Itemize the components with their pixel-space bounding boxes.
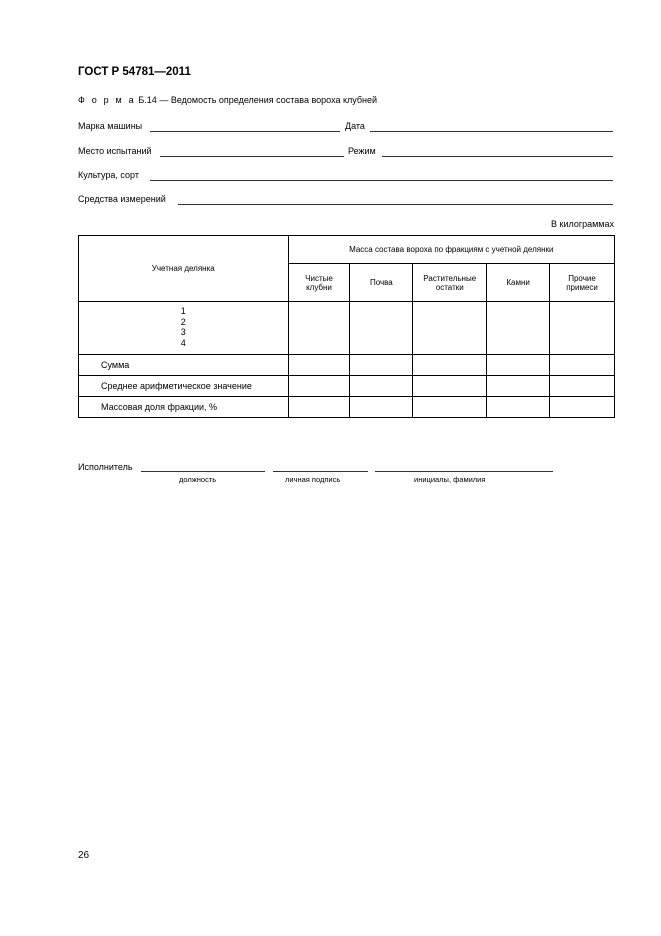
data-cell[interactable] xyxy=(350,397,413,418)
fractions-table xyxy=(78,235,615,418)
mode-line[interactable] xyxy=(382,156,613,157)
plot-number: 2 xyxy=(180,316,186,327)
crop-variety-label: Культура, сорт xyxy=(78,170,139,180)
signature-line[interactable] xyxy=(273,471,368,472)
measurement-tools-label: Средства измерений xyxy=(78,194,166,204)
form-title xyxy=(78,95,377,105)
plot-header: Учетная делянка xyxy=(79,236,289,302)
group-header: Масса состава вороха по фракциям с учетной делянки xyxy=(288,236,614,264)
initials-caption: инициалы, фамилия xyxy=(414,475,486,484)
row-mean-label: Среднее арифметическое значение xyxy=(79,376,289,397)
data-cell[interactable] xyxy=(550,397,615,418)
plot-number: 4 xyxy=(180,337,186,348)
machine-brand-line[interactable] xyxy=(150,131,340,132)
position-line[interactable] xyxy=(141,471,265,472)
data-cell[interactable] xyxy=(350,355,413,376)
col-clean-tubers: Чистые клубни xyxy=(288,264,350,302)
data-cell[interactable] xyxy=(487,355,550,376)
data-cell[interactable] xyxy=(413,376,487,397)
date-line[interactable] xyxy=(370,131,613,132)
data-cell[interactable] xyxy=(288,397,350,418)
data-cell[interactable] xyxy=(487,376,550,397)
col-soil: Почва xyxy=(350,264,413,302)
data-cell[interactable] xyxy=(350,302,413,355)
data-cell[interactable] xyxy=(487,302,550,355)
form-title-text: — Ведомость определения состава вороха клубней xyxy=(159,95,378,105)
data-cell[interactable] xyxy=(413,355,487,376)
position-caption: должность xyxy=(179,475,217,484)
page-number: 26 xyxy=(78,850,90,861)
form-number: Б.14 xyxy=(138,95,157,105)
mode-label: Режим xyxy=(348,146,376,156)
test-place-label: Место испытаний xyxy=(78,146,152,156)
data-cell[interactable] xyxy=(288,302,350,355)
data-cell[interactable] xyxy=(413,397,487,418)
signature-caption: личная подпись xyxy=(285,475,341,484)
form-prefix: Ф о р м а xyxy=(78,95,136,105)
data-cell[interactable] xyxy=(550,355,615,376)
col-other-impurities: Прочие примеси xyxy=(550,264,615,302)
data-cell[interactable] xyxy=(288,376,350,397)
col-stones: Камни xyxy=(487,264,550,302)
table-row xyxy=(79,397,615,418)
row-sum-label: Сумма xyxy=(79,355,289,376)
plot-number: 3 xyxy=(180,327,186,337)
table-row xyxy=(79,302,615,355)
data-cell[interactable] xyxy=(550,376,615,397)
document-header: ГОСТ Р 54781—2011 xyxy=(78,66,191,78)
executor-label: Исполнитель xyxy=(78,462,133,472)
plot-numbers-cell xyxy=(79,302,289,355)
data-cell[interactable] xyxy=(288,355,350,376)
date-label: Дата xyxy=(345,121,365,131)
data-cell[interactable] xyxy=(413,302,487,355)
test-place-line[interactable] xyxy=(160,156,344,157)
units-note: В килограммах xyxy=(551,219,614,229)
machine-brand-label: Марка машины xyxy=(78,121,143,131)
measurement-tools-line[interactable] xyxy=(178,204,613,205)
row-mass-fraction-label: Массовая доля фракции, % xyxy=(79,397,289,418)
plot-number: 1 xyxy=(180,306,186,316)
data-cell[interactable] xyxy=(350,376,413,397)
data-cell[interactable] xyxy=(550,302,615,355)
initials-line[interactable] xyxy=(375,471,553,472)
col-plant-residue: Растительные остатки xyxy=(413,264,487,302)
table-row xyxy=(79,376,615,397)
table-row xyxy=(79,355,615,376)
crop-variety-line[interactable] xyxy=(150,180,613,181)
data-cell[interactable] xyxy=(487,397,550,418)
